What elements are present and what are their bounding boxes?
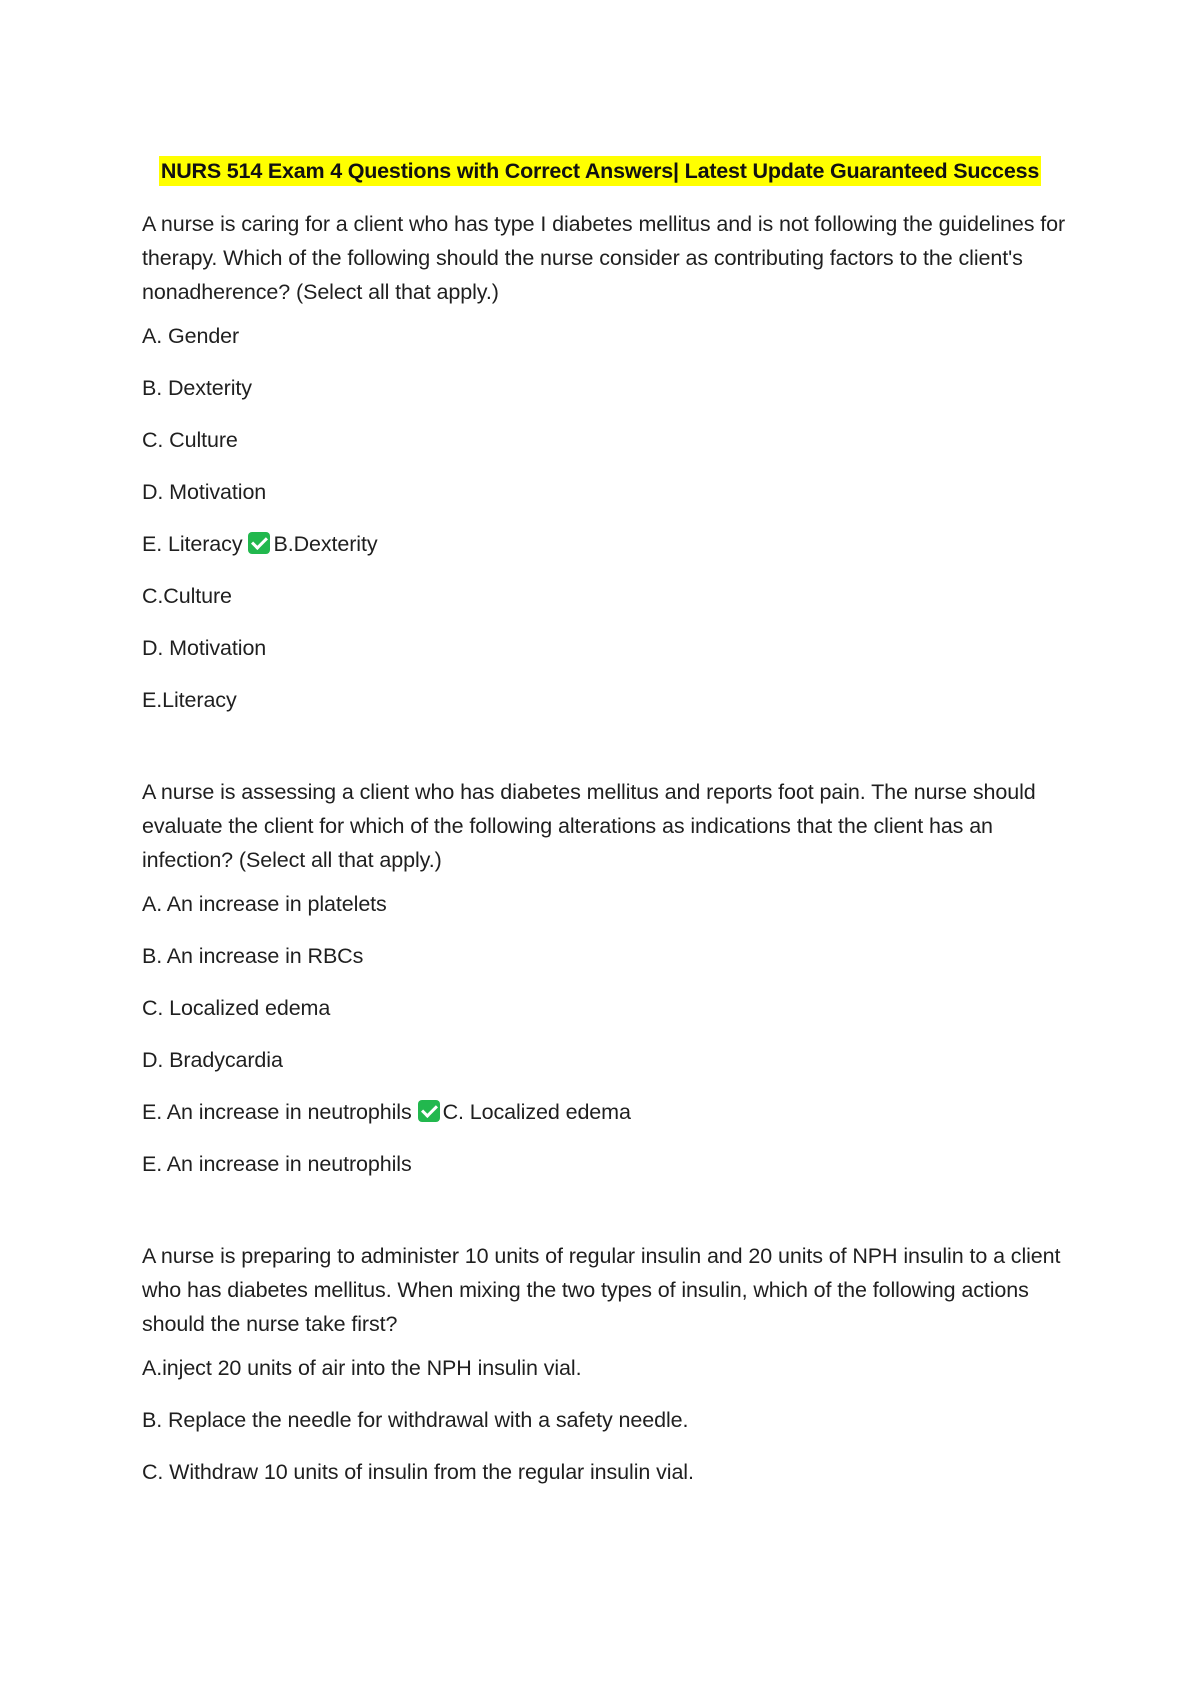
question-3-option-a: A.inject 20 units of air into the NPH insulin vial. [142, 1356, 582, 1380]
question-2-option-e-line [142, 1097, 1072, 1127]
question-1-option-b: B. Dexterity [142, 376, 252, 400]
title-wrapper [0, 156, 1200, 186]
check-mark-icon [248, 532, 270, 554]
question-3-option-c: C. Withdraw 10 units of insulin from the regular insulin vial. [142, 1460, 694, 1484]
question-3-stem: A nurse is preparing to administer 10 units of regular insulin and 20 units of NPH insulin to a client who has diabetes mellitus. When mixing the two types of insulin, which of the following actions should the nurse take first? [142, 1244, 1061, 1336]
spacer [142, 737, 1072, 775]
question-1-option-c: C. Culture [142, 428, 238, 452]
question-1 [142, 207, 1072, 715]
document-content [142, 207, 1072, 1509]
question-1-answer-3: D. Motivation [142, 636, 267, 660]
question-2-option-e: E. An increase in neutrophils [142, 1100, 412, 1124]
question-1-stem: A nurse is caring for a client who has type I diabetes mellitus and is not following the guidelines for therapy. Which of the following should the nurse consider as contributing factors to the client's nonadherence? (Select all that apply.) [142, 212, 1066, 304]
question-1-answer-2: C.Culture [142, 584, 232, 608]
check-mark-icon [418, 1100, 440, 1122]
question-1-option-a: A. Gender [142, 324, 240, 348]
question-1-option-e: E. Literacy [142, 532, 243, 556]
document-title: NURS 514 Exam 4 Questions with Correct Answers| Latest Update Guaranteed Success [159, 156, 1041, 186]
question-2-answer-1: C. Localized edema [442, 1100, 631, 1124]
question-2-stem: A nurse is assessing a client who has diabetes mellitus and reports foot pain. The nurse should evaluate the client for which of the following alterations as indications that the client has an infection? (Select all that apply.) [142, 780, 1036, 872]
question-2-answer-2: E. An increase in neutrophils [142, 1152, 412, 1176]
question-2-option-d: D. Bradycardia [142, 1048, 283, 1072]
question-2-option-c: C. Localized edema [142, 996, 331, 1020]
spacer [142, 1201, 1072, 1239]
question-1-option-e-line [142, 529, 1072, 559]
question-2 [142, 775, 1072, 1179]
question-3-option-b: B. Replace the needle for withdrawal with a safety needle. [142, 1408, 689, 1432]
question-2-option-b: B. An increase in RBCs [142, 944, 364, 968]
question-3 [142, 1239, 1072, 1487]
question-1-answer-1: B.Dexterity [273, 532, 378, 556]
question-1-answer-4: E.Literacy [142, 688, 237, 712]
question-2-option-a: A. An increase in platelets [142, 892, 387, 916]
question-1-option-d: D. Motivation [142, 480, 267, 504]
